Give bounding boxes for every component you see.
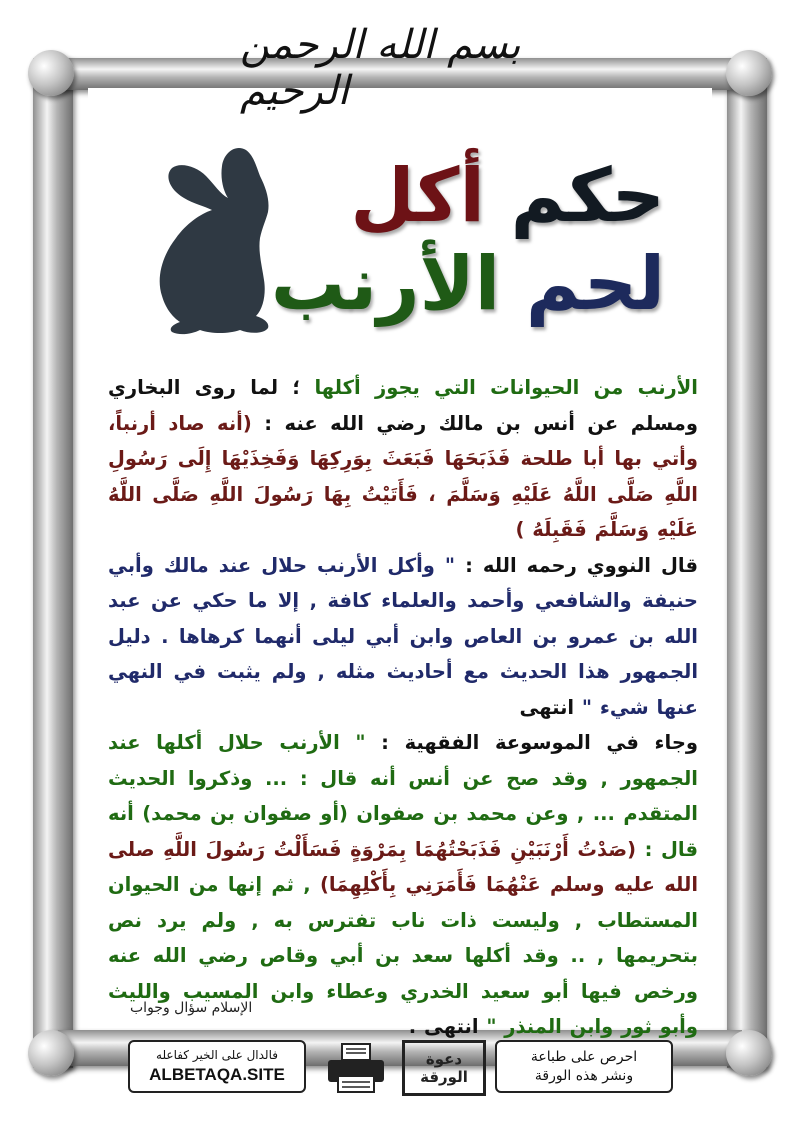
footer-print-line-2: ونشر هذه الورقة (534, 1067, 634, 1084)
title-word-hukm: حكم (510, 153, 665, 239)
footer-print-box (495, 1040, 673, 1093)
title-word-arnab: الأرنب (270, 241, 501, 327)
title-line-2 (271, 240, 665, 328)
page-title (271, 152, 665, 328)
frame-corner-top-left (28, 50, 74, 96)
paragraph-1 (108, 370, 698, 548)
basmala-text: بسم الله الرحمن الرحيم (240, 22, 521, 114)
basmala-calligraphy (240, 22, 560, 114)
footer-print-line-1: احرص على طباعة (530, 1048, 638, 1065)
frame-corner-bottom-right (726, 1030, 772, 1076)
frame-left-bar (33, 58, 73, 1068)
printer-icon (324, 1042, 388, 1094)
footer (128, 1040, 673, 1095)
p1-intro: الأرنب من الحيوانات التي يجوز أكلها (314, 376, 698, 399)
frame-corner-top-right (726, 50, 772, 96)
p2-quote: " وأكل الأرنب حلال عند مالك وأبي حنيفة والشافعي وأحمد والعلماء كافة , إلا ما حكي عن عبد الله بن عمرو بن العاص وابن أبي ليلى أنهما كرهاها . دليل الجمهور هذا الحديث مع أحاديث مثله , ولم يثبت في النهي عنها شيء " (108, 553, 698, 719)
dawa-logo (402, 1040, 486, 1096)
footer-slogan: فالدال على الخير كفاعله (156, 1048, 278, 1062)
p3-attribution: وجاء في الموسوعة الفقهية : (381, 731, 698, 754)
paragraph-3 (108, 725, 698, 1045)
p3-quote-part1: " الأرنب حلال أكلها عند الجمهور , وقد صح عن أنس أنه قال : ... وذكروا الحديث المتقدم ... , وعن محمد بن صفوان (أو صفوان بن محمد) أنه قال : (108, 731, 698, 861)
frame-right-bar (727, 58, 767, 1068)
frame-corner-bottom-left (28, 1030, 74, 1076)
p3-quote-part2: , ثم إنها من الحيوان المستطاب , وليست ذات ناب تفترس به , ولم يرد نص بتحريمها , .. وقد أكلها سعد بن أبي وقاص رضي الله عنه ورخص فيها أبو سعيد الخدري وعطاء وابن المسيب والليث وأبو ثور وابن المنذر " (108, 873, 698, 1038)
p3-hadith: (صَدْتُ أَرْنَبَيْنِ فَذَبَحْتُهُمَا بِمَرْوَةٍ فَسَأَلْتُ رَسُولَ اللَّهِ صلى الله عليه وسلم عَنْهُمَا فَأَمَرَنِي بِأَكْلِهِمَا) (108, 837, 699, 896)
article-body (108, 370, 698, 1045)
source-credit: الإسلام سؤال وجواب (130, 1000, 253, 1016)
p1-narration: ؛ لما روى البخاري ومسلم عن أنس بن مالك رضي الله عنه : (108, 376, 698, 435)
footer-website[interactable]: ALBETAQA.SITE (149, 1065, 285, 1084)
p2-end: انتهى (519, 695, 575, 719)
paragraph-2 (108, 548, 698, 726)
footer-website-box (128, 1040, 306, 1093)
p3-end: انتهى . (408, 1015, 479, 1038)
dawa-logo-text: دعوة الورقة (420, 1050, 468, 1086)
title-line-1 (271, 152, 665, 240)
p2-attribution: قال النووي رحمه الله : (465, 553, 698, 577)
title-word-lahm: لحم (525, 241, 665, 327)
title-word-akl: أكل (350, 153, 485, 239)
p1-hadith: (أنه صاد أرنباً، وأتي بها أبا طلحة فَذَبَحَهَا فَبَعَثَ بِوَرِكِهَا وَفَخِذَيْهَا إِلَى رَسُولِ اللَّهِ صَلَّى اللَّهُ عَلَيْهِ وَسَلَّمَ ، فَأَتَيْتُ بِهَا رَسُولَ اللَّهِ صَلَّى اللَّهُ عَلَيْهِ وَسَلَّمَ فَقَبِلَهُ ) (108, 411, 698, 541)
